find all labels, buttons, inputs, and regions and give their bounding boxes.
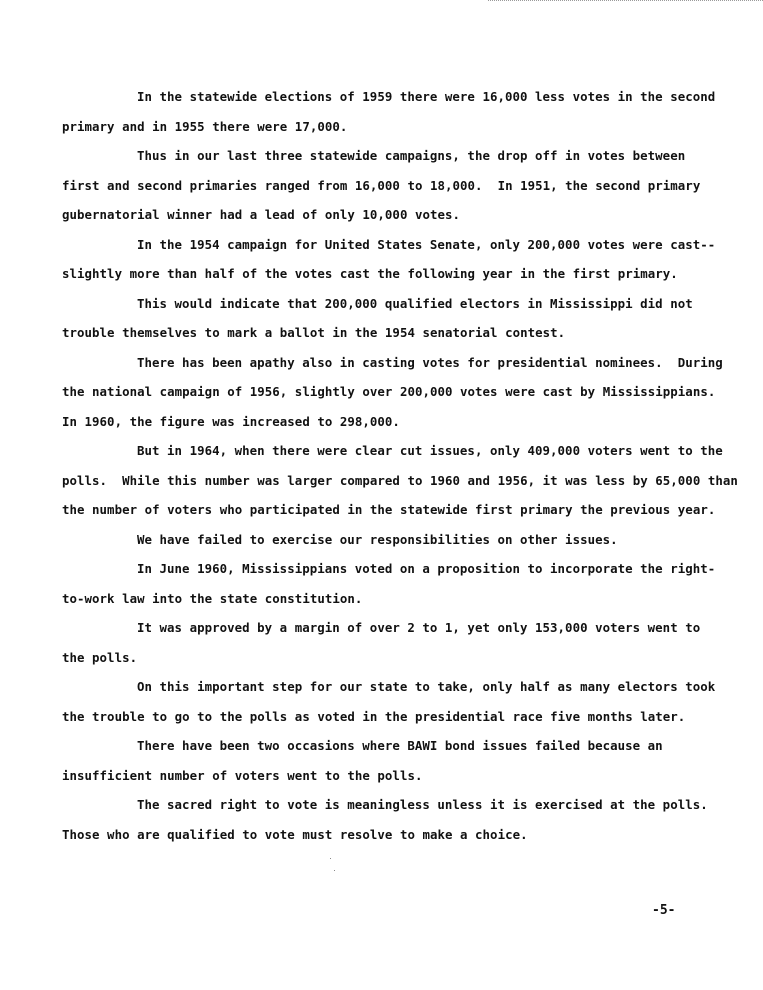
scan-speck [330,858,331,859]
text-line: the polls. [62,649,138,665]
paragraph [62,230,742,289]
paragraph [62,436,742,525]
text-line: polls. While this number was larger compared to 1960 and 1956, it was less by 65,000 than [62,472,738,488]
text-line: But in 1964, when there were clear cut issues, only 409,000 voters went to the [137,443,723,458]
text-line: It was approved by a margin of over 2 to 1, yet only 153,000 voters went to [137,620,701,635]
text-line: Those who are qualified to vote must resolve to make a choice. [62,826,528,842]
paragraph [62,731,742,790]
paragraph [62,613,742,672]
text-line: There have been two occasions where BAWI bond issues failed because an [137,738,663,753]
text-line: first and second primaries ranged from 16,000 to 18,000. In 1951, the second primary [62,177,701,193]
paragraph [62,672,742,731]
text-line: gubernatorial winner had a lead of only 10,000 votes. [62,207,461,222]
text-line: In 1960, the figure was increased to 298,000. [62,413,400,429]
text-line: Thus in our last three statewide campaigns, the drop off in votes between [137,148,686,163]
page-number: -5- [652,903,676,918]
text-line: There has been apathy also in casting votes for presidential nominees. During [137,354,723,370]
text-line: In June 1960, Mississippians voted on a proposition to incorporate the right- [137,561,716,576]
paragraph [62,554,742,613]
text-line: the number of voters who participated in the statewide first primary the previous year. [62,502,716,517]
text-line: In the statewide elections of 1959 there were 16,000 less votes in the second [137,89,716,104]
paragraph [62,525,742,555]
text-line: slightly more than half of the votes cast the following year in the first primary. [62,266,678,281]
text-line: This would indicate that 200,000 qualified electors in Mississippi did not [137,295,693,311]
text-line: The sacred right to vote is meaningless unless it is exercised at the polls. [137,797,708,812]
top-dotted-rule [488,0,763,1]
document-body [62,82,742,849]
text-line: insufficient number of voters went to the polls. [62,767,423,783]
paragraph [62,790,742,849]
text-line: In the 1954 campaign for United States Senate, only 200,000 votes were cast-- [137,236,716,252]
paragraph [62,141,742,230]
text-line: primary and in 1955 there were 17,000. [62,118,348,134]
text-line: On this important step for our state to take, only half as many electors took [137,679,716,694]
text-line: the national campaign of 1956, slightly over 200,000 votes were cast by Mississippians. [62,384,716,399]
text-line: trouble themselves to mark a ballot in the 1954 senatorial contest. [62,325,566,340]
paragraph [62,82,742,141]
scan-speck [334,870,335,871]
text-line: to-work law into the state constitution. [62,590,363,606]
paragraph [62,348,742,437]
text-line: the trouble to go to the polls as voted in the presidential race five months later. [62,708,686,724]
paragraph [62,289,742,348]
text-line: We have failed to exercise our responsibilities on other issues. [137,531,618,547]
